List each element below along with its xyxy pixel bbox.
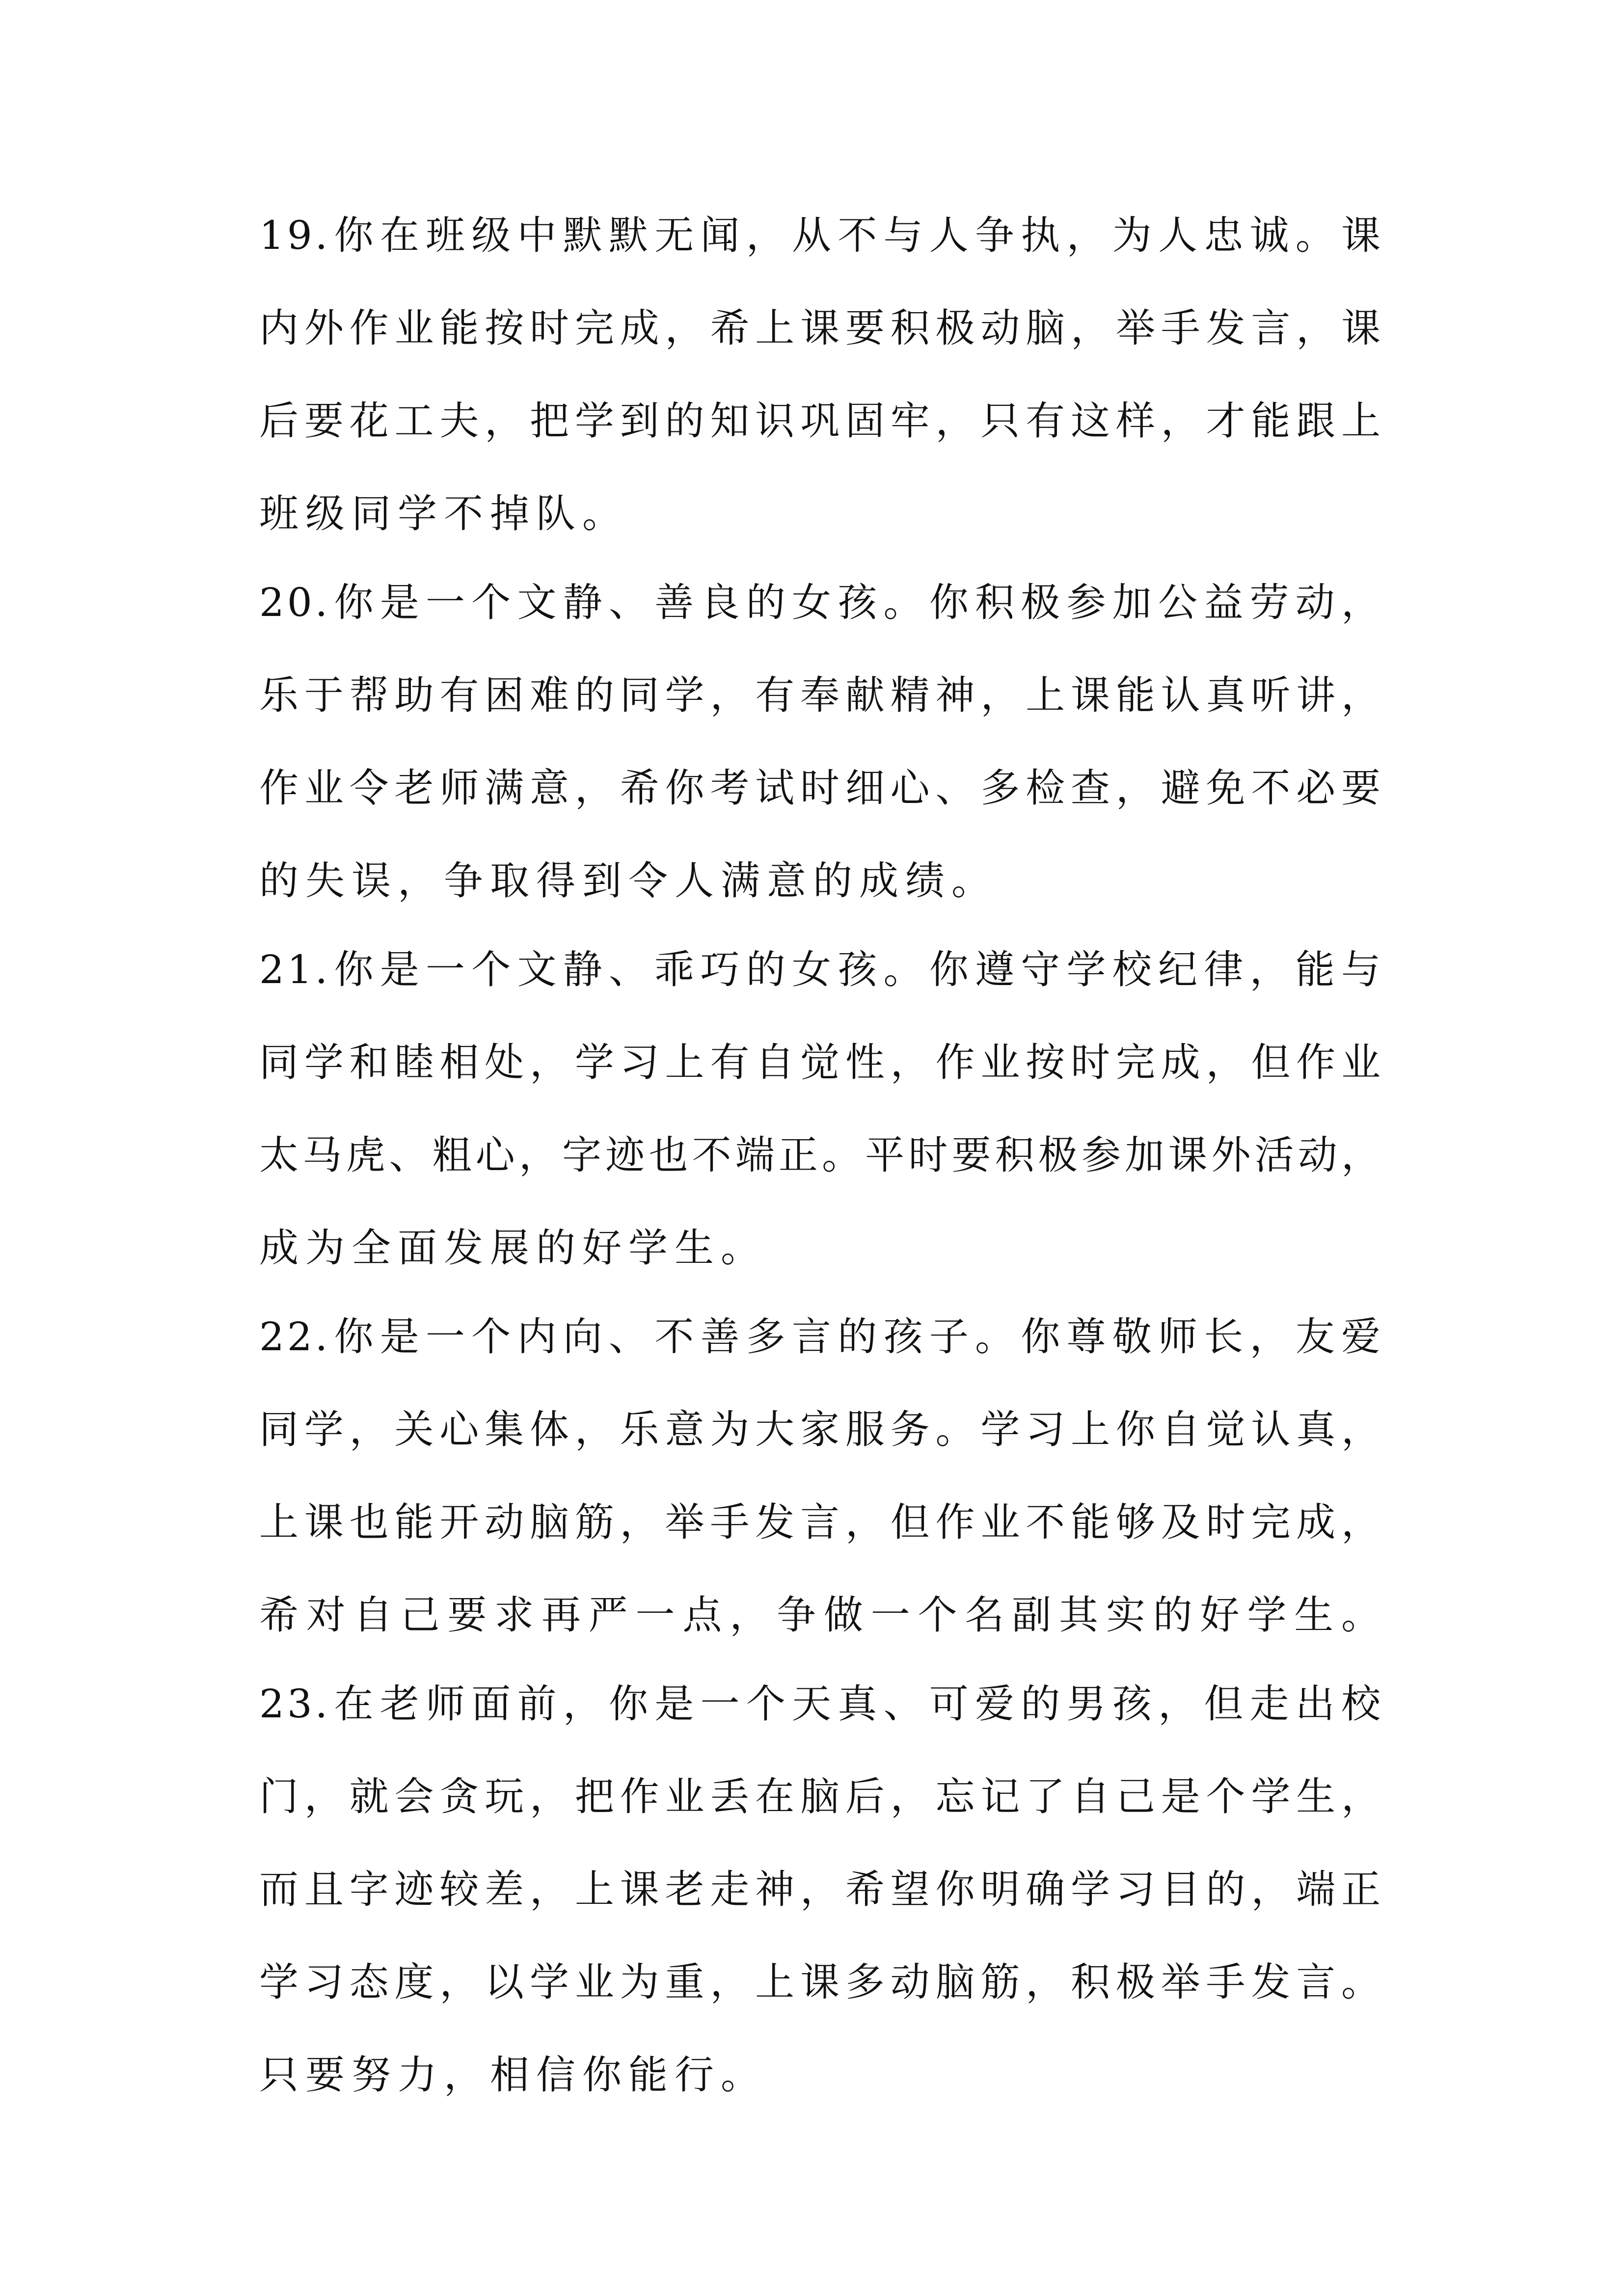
paragraph-line: 而且字迹较差，上课老走神，希望你明确学习目的，端正 (259, 1867, 1383, 1912)
comment-paragraph-20 (259, 578, 1383, 949)
comment-paragraph-19 (259, 211, 1383, 582)
paragraph-line: 23.在老师面前，你是一个天真、可爱的男孩，但走出校 (259, 1681, 1383, 1727)
paragraph-line: 的失误，争取得到令人满意的成绩。 (259, 858, 998, 904)
paragraph-line: 21.你是一个文静、乖巧的女孩。你遵守学校纪律，能与 (259, 947, 1383, 992)
paragraph-line: 成为全面发展的好学生。 (259, 1225, 767, 1271)
paragraph-line: 上课也能开动脑筋，举手发言，但作业不能够及时完成， (259, 1499, 1383, 1545)
paragraph-line: 太马虎、粗心，字迹也不端正。平时要积极参加课外活动， (259, 1132, 1383, 1178)
paragraph-line: 乐于帮助有困难的同学，有奉献精神，上课能认真听讲， (259, 672, 1383, 718)
comment-paragraph-23 (259, 1680, 1383, 2143)
paragraph-line: 同学和睦相处，学习上有自觉性，作业按时完成，但作业 (259, 1040, 1383, 1085)
paragraph-line: 19.你在班级中默默无闻，从不与人争执，为人忠诚。课 (259, 213, 1383, 258)
paragraph-line: 作业令老师满意，希你考试时细心、多检查，避免不必要 (259, 765, 1383, 811)
paragraph-line: 同学，关心集体，乐意为大家服务。学习上你自觉认真， (259, 1407, 1383, 1452)
paragraph-line: 22.你是一个内向、不善多言的孩子。你尊敬师长，友爱 (259, 1314, 1383, 1360)
paragraph-line: 后要花工夫，把学到的知识巩固牢，只有这样，才能跟上 (259, 398, 1383, 444)
paragraph-line: 20.你是一个文静、善良的女孩。你积极参加公益劳动， (259, 580, 1383, 625)
comment-paragraph-21 (259, 945, 1383, 1316)
comment-paragraph-22 (259, 1312, 1383, 1683)
paragraph-line: 班级同学不掉队。 (259, 491, 628, 536)
paragraph-line: 希对自己要求再严一点，争做一个名副其实的好学生。 (259, 1592, 1383, 1638)
paragraph-line: 学习态度，以学业为重，上课多动脑筋，积极举手发言。 (259, 1959, 1383, 2005)
paragraph-line: 只要努力，相信你能行。 (259, 2052, 767, 2098)
paragraph-line: 门，就会贪玩，把作业丢在脑后，忘记了自己是个学生， (259, 1774, 1383, 1819)
paragraph-line: 内外作业能按时完成，希上课要积极动脑，举手发言，课 (259, 305, 1383, 351)
